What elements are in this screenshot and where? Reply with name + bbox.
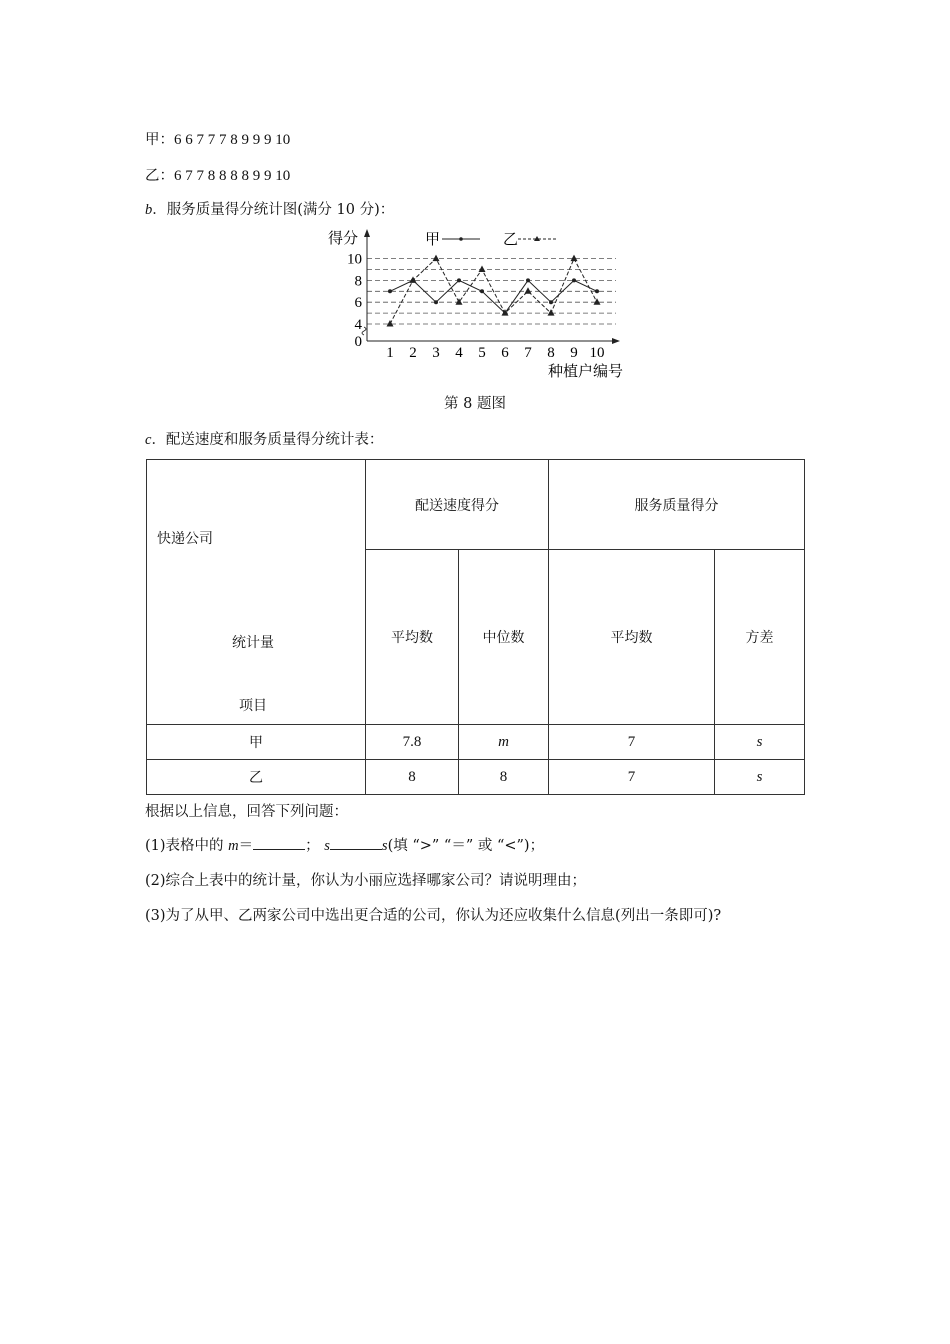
- y-axis-arrow-icon: [364, 229, 370, 237]
- q1-answer-blank-m[interactable]: [253, 835, 305, 850]
- legend-yi-label: 乙: [503, 232, 519, 248]
- subheader-delivery-mean: 平均数: [366, 550, 459, 725]
- x-tick: 5: [478, 345, 486, 361]
- axis-break-icon: [362, 327, 366, 335]
- yi-data-line: [145, 164, 290, 185]
- x-tick: 6: [501, 345, 509, 361]
- cell-delivery-mean: 7.8: [366, 725, 459, 760]
- q1-var-m: m: [228, 838, 239, 854]
- series-line-jia: [390, 280, 597, 313]
- section-c-heading: [145, 428, 383, 449]
- q1-equals: ＝: [238, 838, 254, 854]
- cell-delivery-median: 8: [459, 760, 549, 795]
- jia-point-dot-icon: [434, 300, 438, 304]
- x-tick: 2: [409, 345, 417, 361]
- series-line-yi: [390, 259, 597, 324]
- q1-text: (1)表格中的: [145, 838, 229, 854]
- x-tick: 8: [547, 345, 555, 361]
- jia-point-dot-icon: [388, 289, 392, 293]
- jia-point-dot-icon: [457, 278, 461, 282]
- y-axis-label: 得分: [328, 231, 359, 247]
- x-tick: 9: [570, 345, 578, 361]
- chart-series: [387, 255, 601, 327]
- jia-point-dot-icon: [526, 278, 530, 282]
- statistics-table: [146, 459, 805, 795]
- jia-point-dot-icon: [549, 300, 553, 304]
- yi-point-triangle-icon: [594, 298, 601, 305]
- q1-answer-blank-compare[interactable]: [330, 835, 382, 850]
- q1-instruction: (填 “>” “＝” 或 “<”)；: [387, 838, 545, 854]
- y-tick: 4: [354, 317, 362, 333]
- subheader-service-mean: 平均数: [549, 550, 715, 725]
- section-b-heading: [145, 198, 394, 219]
- table-row-jia: [147, 725, 805, 760]
- corner-statistic-label: 统计量: [232, 635, 274, 651]
- q1-var-s1: s: [324, 838, 330, 854]
- yi-point-triangle-icon: [525, 287, 532, 294]
- section-b-title: ．服务质量得分统计图(满分 10 分)：: [152, 202, 395, 218]
- section-b-letter: b: [145, 202, 153, 218]
- cell-delivery-median: m: [459, 725, 549, 760]
- x-axis-label: 种植户编号: [547, 364, 623, 380]
- q1-var-s2: s: [381, 838, 388, 854]
- cell-delivery-mean: 8: [366, 760, 459, 795]
- table-corner-cell: [147, 460, 366, 725]
- chart-gridlines: [367, 259, 616, 324]
- x-tick: 4: [455, 345, 463, 361]
- corner-item-label: 项目: [239, 698, 267, 714]
- group-header-service: 服务质量得分: [549, 460, 805, 550]
- jia-point-dot-icon: [480, 289, 484, 293]
- yi-point-triangle-icon: [410, 276, 417, 283]
- cell-service-variance: s: [715, 725, 805, 760]
- row-company: 甲: [147, 725, 366, 760]
- y-tick: 0: [354, 334, 362, 350]
- figure-caption: 第 8 题图: [444, 396, 506, 412]
- x-tick: 3: [432, 345, 440, 361]
- question-1: [145, 834, 544, 855]
- questions-intro: 根据以上信息，回答下列问题：: [145, 804, 348, 820]
- yi-label: 乙：: [145, 168, 174, 184]
- legend-jia-label: 甲: [425, 232, 441, 248]
- x-tick: 7: [524, 345, 532, 361]
- yi-point-triangle-icon: [433, 255, 440, 262]
- subheader-service-variance: 方差: [715, 550, 805, 725]
- x-tick-labels: [386, 345, 604, 361]
- jia-point-dot-icon: [595, 289, 599, 293]
- service-quality-line-chart: [320, 225, 630, 385]
- subheader-delivery-median: 中位数: [459, 550, 549, 725]
- yi-point-triangle-icon: [548, 309, 555, 316]
- legend-jia-dot-icon: [459, 237, 463, 241]
- row-company: 乙: [147, 760, 366, 795]
- y-tick: 10: [347, 251, 362, 268]
- y-tick-labels: [347, 252, 363, 350]
- y-tick: 8: [354, 273, 362, 290]
- x-tick: 1: [386, 345, 394, 361]
- section-c-letter: c: [145, 432, 152, 448]
- yi-point-triangle-icon: [571, 255, 578, 262]
- jia-label: 甲：: [145, 132, 174, 148]
- q1-semicolon: ；: [305, 838, 320, 854]
- table-row-yi: [147, 760, 805, 795]
- section-c-title: ．配送速度和服务质量得分统计表：: [151, 432, 384, 448]
- question-2: (2)综合上表中的统计量，你认为小丽应选择哪家公司？请说明理由；: [145, 873, 587, 889]
- yi-point-triangle-icon: [387, 320, 394, 327]
- group-header-delivery: 配送速度得分: [366, 460, 549, 550]
- corner-company-label: 快递公司: [157, 531, 213, 547]
- x-tick: 10: [589, 345, 605, 361]
- chart-legend: [425, 231, 556, 248]
- cell-service-mean: 7: [549, 760, 715, 795]
- x-axis-arrow-icon: [612, 338, 620, 344]
- yi-values: 6 7 7 8 8 8 8 9 9 10: [174, 168, 291, 184]
- yi-point-triangle-icon: [479, 266, 486, 273]
- cell-service-mean: 7: [549, 725, 715, 760]
- question-3: (3)为了从甲、乙两家公司中选出更合适的公司，你认为还应收集什么信息(列出一条即可)?: [145, 908, 722, 924]
- jia-data-line: [145, 128, 290, 149]
- jia-point-dot-icon: [572, 278, 576, 282]
- y-tick: 6: [354, 295, 362, 312]
- cell-service-variance: s: [715, 760, 805, 795]
- jia-values: 6 6 7 7 7 8 9 9 9 10: [174, 132, 291, 148]
